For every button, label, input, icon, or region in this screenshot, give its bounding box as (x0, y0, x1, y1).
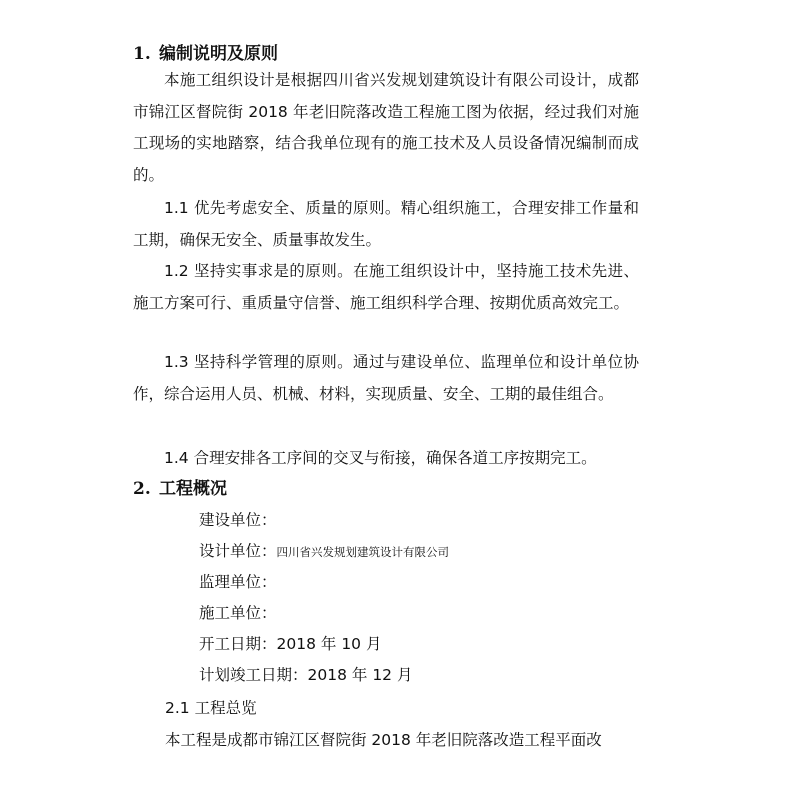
section-1-number: 1. (133, 44, 151, 64)
section-2-heading (133, 477, 227, 501)
designer-value: 四川省兴发规划建筑设计有限公司 (276, 545, 450, 559)
contractor-field (199, 601, 277, 625)
principle-1-1: 1.1 优先考虑安全、质量的原则。精心组织施工，合理安排工作量和工期，确保无安全、质量事故发生。 (133, 199, 639, 249)
finish-date-value: 2018 年 12 月 (307, 666, 413, 684)
section-1-intro: 本施工组织设计是根据四川省兴发规划建筑设计有限公司设计，成都市锦江区督院街 2018 年老旧院落改造工程施工图为依据，经过我们对施工现场的实地踏察，结合我单位现有的施工技术及人员设备情况编制而成的。 (133, 71, 639, 184)
section-2-number: 2. (133, 479, 151, 499)
principle-1-4: 1.4 合理安排各工序间的交叉与衔接，确保各道工序按期完工。 (164, 449, 597, 467)
supervisor-field (199, 570, 277, 594)
principle-1-3: 1.3 坚持科学管理的原则。通过与建设单位、监理单位和设计单位协作，综合运用人员、机械、材料，实现质量、安全、工期的最佳组合。 (133, 353, 639, 403)
subsection-2-1-heading: 2.1 工程总览 (165, 699, 257, 717)
section-2-title: 工程概况 (159, 479, 227, 499)
supervisor-label: 监理单位： (199, 573, 277, 591)
start-date-value: 2018 年 10 月 (276, 635, 382, 653)
owner-label: 建设单位： (199, 511, 277, 529)
finish-date-label: 计划竣工日期： (199, 666, 308, 684)
principle-1-2: 1.2 坚持实事求是的原则。在施工组织设计中，坚持施工技术先进、施工方案可行、重质量守信誉、施工组织科学合理、按期优质高效完工。 (133, 262, 639, 312)
section-1-heading (133, 42, 278, 66)
designer-field (199, 539, 449, 564)
designer-label: 设计单位： (199, 542, 277, 560)
finish-date-field (199, 663, 412, 687)
owner-field (199, 508, 277, 532)
start-date-label: 开工日期： (199, 635, 277, 653)
section-1-title: 编制说明及原则 (159, 44, 278, 64)
contractor-label: 施工单位： (199, 604, 277, 622)
overview-paragraph: 本工程是成都市锦江区督院街 2018 年老旧院落改造工程平面改 (165, 731, 602, 749)
start-date-field (199, 632, 381, 656)
